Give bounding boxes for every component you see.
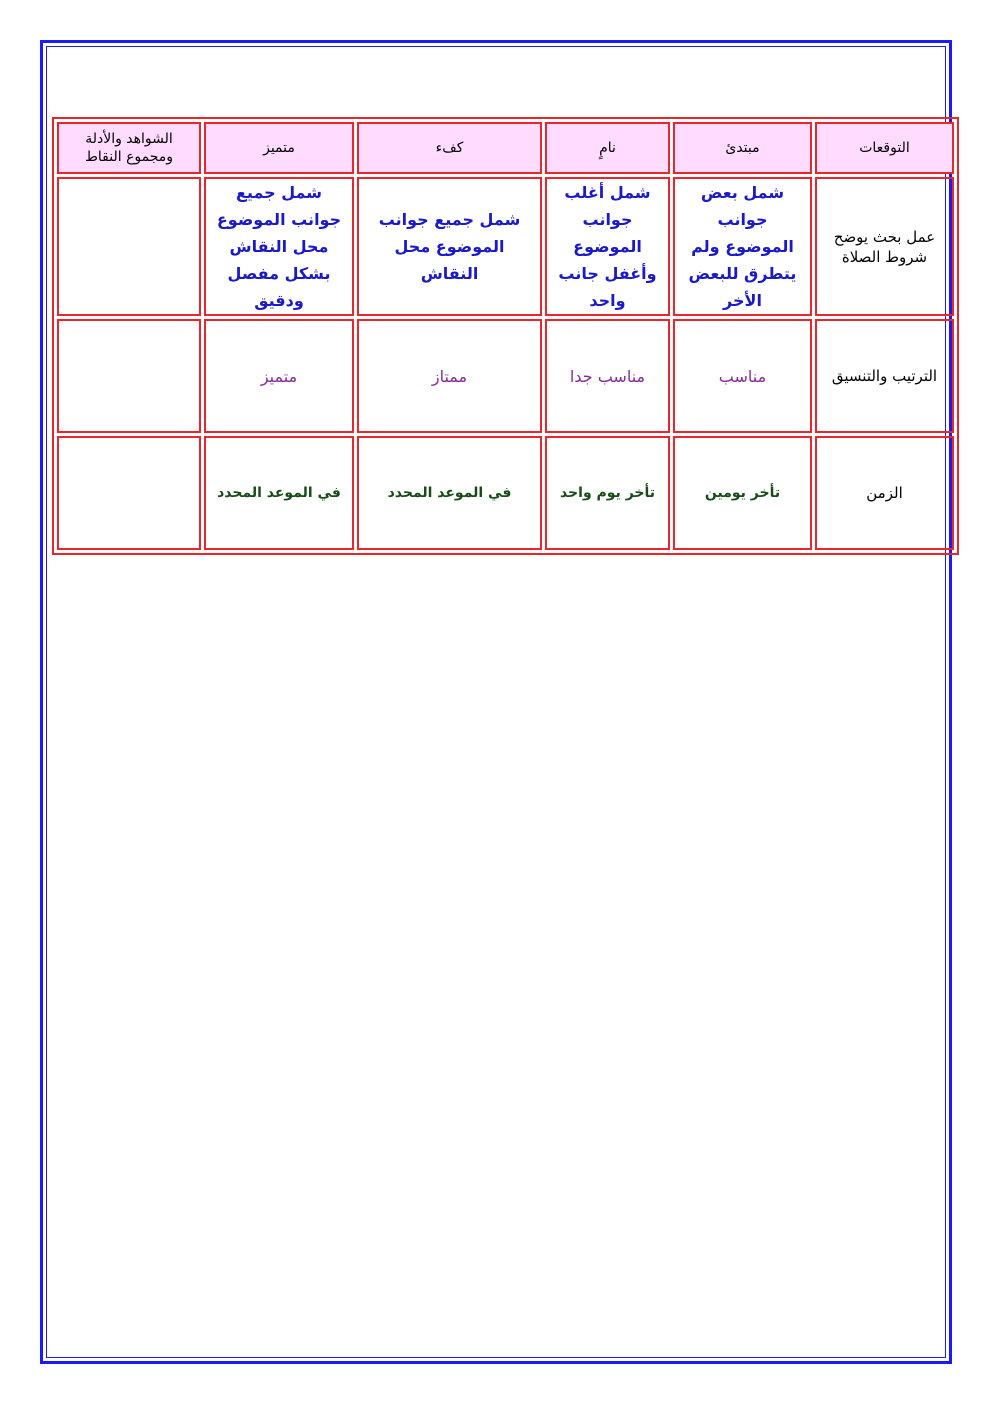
competent-cell: ممتاز (357, 319, 542, 433)
distinguished-cell: في الموعد المحدد (204, 436, 354, 550)
header-growing: نامٍ (545, 122, 670, 174)
evidence-cell (57, 177, 201, 316)
criterion-cell: الترتيب والتنسيق (815, 319, 954, 433)
competent-cell: في الموعد المحدد (357, 436, 542, 550)
growing-cell: شمل أغلب جوانب الموضوع وأغفل جانب واحد (545, 177, 670, 316)
growing-cell: مناسب جدا (545, 319, 670, 433)
table-row (57, 436, 954, 550)
beginner-cell: شمل بعض جوانب الموضوع ولم يتطرق للبعض الأخر (673, 177, 812, 316)
evidence-cell (57, 319, 201, 433)
header-distinguished: متميز (204, 122, 354, 174)
criterion-cell: الزمن (815, 436, 954, 550)
table-row (57, 177, 954, 316)
header-beginner: مبتدئ (673, 122, 812, 174)
header-row (57, 122, 954, 174)
beginner-cell: تأخر يومين (673, 436, 812, 550)
header-competent: كفء (357, 122, 542, 174)
rubric-table (52, 117, 959, 555)
header-evidence: الشواهد والأدلة ومجموع النقاط (57, 122, 201, 174)
competent-cell: شمل جميع جوانب الموضوع محل النقاش (357, 177, 542, 316)
growing-cell: تأخر يوم واحد (545, 436, 670, 550)
header-expectations: التوقعات (815, 122, 954, 174)
criterion-cell: عمل بحث يوضح شروط الصلاة (815, 177, 954, 316)
table-row (57, 319, 954, 433)
beginner-cell: مناسب (673, 319, 812, 433)
distinguished-cell: شمل جميع جوانب الموضوع محل النقاش بشكل مفصل ودقيق (204, 177, 354, 316)
evidence-cell (57, 436, 201, 550)
distinguished-cell: متميز (204, 319, 354, 433)
